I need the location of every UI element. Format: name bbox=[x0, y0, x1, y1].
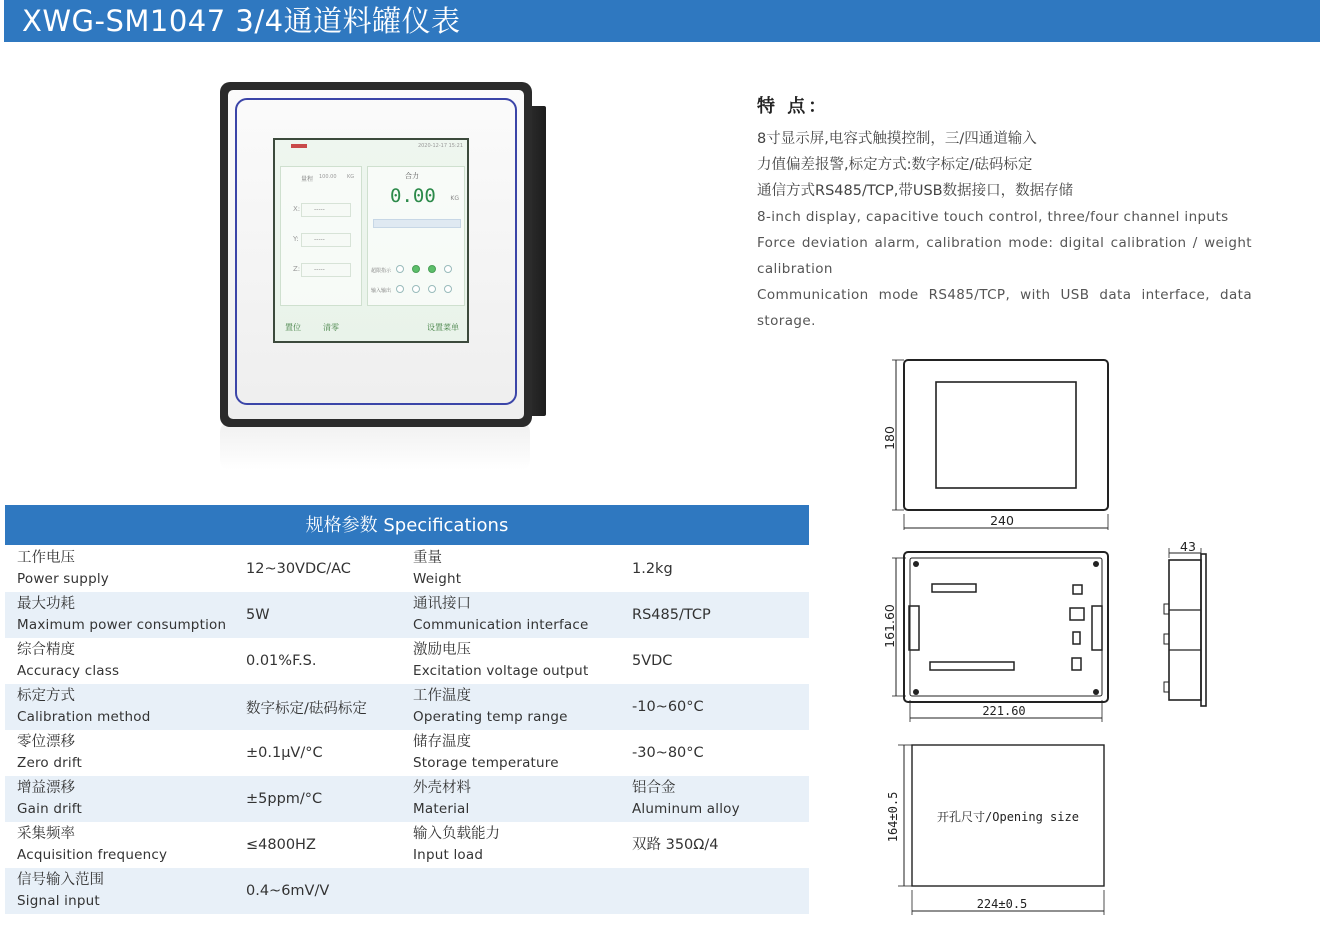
screen-y-label: Y: bbox=[293, 235, 299, 243]
screen-range-label: 量程 bbox=[301, 176, 314, 183]
spec-value: 5W bbox=[246, 607, 270, 623]
indicator-dot bbox=[396, 285, 404, 293]
indicator-dot bbox=[428, 265, 436, 273]
spec-name-zh: 激励电压 bbox=[413, 642, 471, 658]
side-bezel bbox=[1201, 554, 1206, 706]
spec-name-en: Gain drift bbox=[17, 801, 83, 817]
spec-name-zh: 工作温度 bbox=[413, 688, 471, 704]
side-body bbox=[1169, 560, 1201, 700]
screen-row-label-2: 输入输出 bbox=[371, 288, 392, 294]
spec-value bbox=[624, 730, 809, 776]
spec-name bbox=[5, 868, 235, 914]
spec-name-en: Accuracy class bbox=[17, 663, 120, 679]
spec-row bbox=[5, 546, 809, 592]
spec-name-zh: 重量 bbox=[413, 550, 442, 566]
spec-value bbox=[624, 684, 809, 730]
feature-line-zh: 力值偏差报警,标定方式:数字标定/砝码标定 bbox=[757, 157, 1033, 173]
spec-value: 0.01%F.S. bbox=[246, 653, 317, 669]
spec-table-header: 规格参数 Specifications bbox=[5, 505, 809, 545]
usb-port bbox=[1073, 632, 1080, 644]
spec-value-zh: 铝合金 bbox=[632, 780, 676, 796]
title-bar bbox=[4, 0, 1320, 42]
spec-name bbox=[401, 868, 624, 914]
back-height-label: 161.60 bbox=[882, 604, 897, 648]
back-outline bbox=[904, 552, 1108, 702]
spec-name-zh: 标定方式 bbox=[17, 688, 75, 704]
connector bbox=[930, 662, 1014, 670]
spec-value: 12~30VDC/AC bbox=[246, 561, 351, 577]
screen-force-unit: KG bbox=[450, 195, 459, 202]
screen-y-field: ----- bbox=[301, 233, 351, 247]
screw-hole bbox=[1093, 689, 1099, 695]
page-title: XWG-SM1047 3/4通道料罐仪表 bbox=[22, 4, 461, 38]
spec-row bbox=[5, 730, 809, 776]
spec-name-zh: 最大功耗 bbox=[17, 596, 75, 612]
spec-name bbox=[5, 776, 235, 822]
spec-name-zh: 输入负载能力 bbox=[413, 826, 500, 842]
screen-logo bbox=[291, 144, 307, 148]
spec-name bbox=[401, 822, 624, 868]
screen-force-bar bbox=[373, 219, 461, 228]
port bbox=[1072, 658, 1081, 670]
feature-line-en: Force deviation alarm, calibration mode: digital calibration / weight calibration bbox=[757, 235, 1252, 277]
spec-name-zh: 零位漂移 bbox=[17, 734, 75, 750]
spec-name-en: Material bbox=[413, 801, 470, 817]
front-height-label: 180 bbox=[882, 426, 897, 450]
spec-row bbox=[5, 868, 809, 914]
spec-name bbox=[5, 546, 235, 592]
spec-name-en: Power supply bbox=[17, 571, 109, 587]
spec-value: ±5ppm/°C bbox=[246, 791, 323, 807]
spec-name-zh: 综合精度 bbox=[17, 642, 75, 658]
feature-line-en: Communication mode RS485/TCP, with USB data interface, data storage. bbox=[757, 287, 1252, 329]
spec-row bbox=[5, 684, 809, 730]
spec-value bbox=[624, 638, 809, 684]
spec-value: 数字标定/砝码标定 bbox=[246, 700, 367, 717]
back-inner-outline bbox=[910, 558, 1102, 696]
back-width-label: 221.60 bbox=[982, 704, 1026, 718]
screen-menu-button: 设置菜单 bbox=[427, 323, 459, 332]
spec-value-en: Aluminum alloy bbox=[632, 801, 740, 817]
indicator-dot bbox=[412, 265, 420, 273]
spec-name-zh: 外壳材料 bbox=[413, 780, 471, 796]
screen-x-field: ----- bbox=[301, 203, 351, 217]
spec-name-zh: 增益漂移 bbox=[17, 780, 75, 796]
screen-axis-panel bbox=[280, 166, 362, 306]
spec-value bbox=[624, 822, 809, 868]
spec-name-en: Zero drift bbox=[17, 755, 83, 771]
spec-name-en: Input load bbox=[413, 847, 484, 863]
spec-name-en: Storage temperature bbox=[413, 755, 559, 771]
screen-range-value: 100.00 bbox=[319, 174, 337, 180]
screen-z-label: Z: bbox=[293, 265, 301, 273]
spec-value bbox=[624, 868, 809, 914]
feature-line-en: 8-inch display, capacitive touch control, three/four channel inputs bbox=[757, 209, 1229, 225]
spec-value-zh: -30~80°C bbox=[632, 744, 704, 761]
spec-table bbox=[5, 546, 809, 914]
spec-name bbox=[401, 730, 624, 776]
back-view-drawing bbox=[876, 542, 1116, 727]
cutout-height-label: 164±0.5 bbox=[886, 791, 900, 843]
indicator-dot bbox=[412, 285, 420, 293]
spec-name-zh: 信号输入范围 bbox=[17, 872, 104, 888]
spec-name bbox=[5, 592, 235, 638]
screen-status-bar bbox=[275, 140, 467, 152]
spec-name-en: Signal input bbox=[17, 893, 100, 909]
spec-name bbox=[401, 638, 624, 684]
spec-name bbox=[5, 684, 235, 730]
screen-zero-button: 清零 bbox=[323, 323, 339, 332]
spec-row bbox=[5, 592, 809, 638]
port bbox=[1073, 585, 1082, 594]
spec-value bbox=[624, 592, 809, 638]
depth-label: 43 bbox=[1180, 540, 1196, 554]
indicator-dot bbox=[444, 265, 452, 273]
front-view-drawing bbox=[876, 350, 1116, 530]
spec-row bbox=[5, 638, 809, 684]
cutout-width-label: 224±0.5 bbox=[976, 897, 1028, 911]
features-section bbox=[757, 92, 1252, 334]
spec-value-zh: 1.2kg bbox=[632, 560, 673, 577]
screen-set-button: 置位 bbox=[285, 323, 301, 332]
spec-name-zh: 通讯接口 bbox=[413, 596, 471, 612]
features-title: 特 点： bbox=[757, 96, 830, 117]
spec-name-en: Weight bbox=[413, 571, 462, 587]
device-reflection bbox=[220, 422, 530, 470]
spec-name bbox=[401, 684, 624, 730]
screen-row-label-1: 超限指示 bbox=[371, 268, 392, 274]
spec-name-en: Maximum power consumption bbox=[17, 617, 227, 633]
device-bezel bbox=[228, 90, 524, 419]
spec-value-zh: 5VDC bbox=[632, 652, 673, 669]
screw-hole bbox=[1093, 561, 1099, 567]
indicator-dot bbox=[428, 285, 436, 293]
spec-name bbox=[5, 730, 235, 776]
spec-name-en: Excitation voltage output bbox=[413, 663, 589, 679]
mount-clip bbox=[1092, 606, 1102, 650]
product-photo bbox=[220, 82, 546, 432]
spec-name-en: Operating temp range bbox=[413, 709, 568, 725]
screen-clock: 2020-12-17 15:21 bbox=[417, 143, 463, 149]
spec-value-zh: -10~60°C bbox=[632, 698, 704, 715]
spec-name bbox=[401, 546, 624, 592]
indicator-dot bbox=[396, 265, 404, 273]
spec-name-zh: 采集频率 bbox=[17, 826, 75, 842]
spec-name-en: Acquisition frequency bbox=[17, 847, 168, 863]
connector bbox=[932, 584, 976, 592]
spec-name bbox=[5, 822, 235, 868]
spec-value bbox=[624, 776, 809, 822]
spec-name bbox=[5, 638, 235, 684]
screen-z-field: ----- bbox=[301, 263, 351, 277]
screen-x-label: X: bbox=[293, 205, 301, 213]
ethernet-port bbox=[1070, 608, 1084, 620]
spec-name-en: Communication interface bbox=[413, 617, 589, 633]
spec-value bbox=[624, 546, 809, 592]
screen-force-panel bbox=[367, 166, 465, 306]
cutout-drawing bbox=[876, 735, 1116, 920]
screen-force-label: 合力 bbox=[405, 172, 419, 180]
spec-name bbox=[401, 592, 624, 638]
spec-value-zh: 双路 350Ω/4 bbox=[632, 836, 719, 853]
spec-row bbox=[5, 776, 809, 822]
spec-name bbox=[401, 776, 624, 822]
spec-value: ±0.1μV/°C bbox=[246, 745, 323, 761]
front-screen-outline bbox=[936, 382, 1076, 488]
screen-range-unit: KG bbox=[347, 174, 355, 180]
indicator-dot bbox=[444, 285, 452, 293]
feature-line-zh: 8寸显示屏,电容式触摸控制，三/四通道输入 bbox=[757, 131, 1037, 147]
screen-force-value: 0.00 bbox=[390, 185, 436, 207]
spec-row bbox=[5, 822, 809, 868]
cutout-label: 开孔尺寸/Opening size bbox=[937, 810, 1079, 824]
spec-name-zh: 储存温度 bbox=[413, 734, 471, 750]
screw-hole bbox=[913, 689, 919, 695]
front-width-label: 240 bbox=[990, 513, 1014, 528]
spec-name-en: Calibration method bbox=[17, 709, 151, 725]
feature-line-zh: 通信方式RS485/TCP,带USB数据接口，数据存储 bbox=[757, 183, 1074, 199]
spec-value-zh: RS485/TCP bbox=[632, 606, 711, 623]
device-screen bbox=[273, 138, 469, 343]
screw-hole bbox=[913, 561, 919, 567]
spec-name-zh: 工作电压 bbox=[17, 550, 75, 566]
spec-value: ≤4800HZ bbox=[246, 837, 316, 853]
spec-value: 0.4~6mV/V bbox=[246, 883, 330, 899]
device-frame bbox=[220, 82, 532, 427]
side-view-drawing bbox=[1155, 540, 1215, 710]
